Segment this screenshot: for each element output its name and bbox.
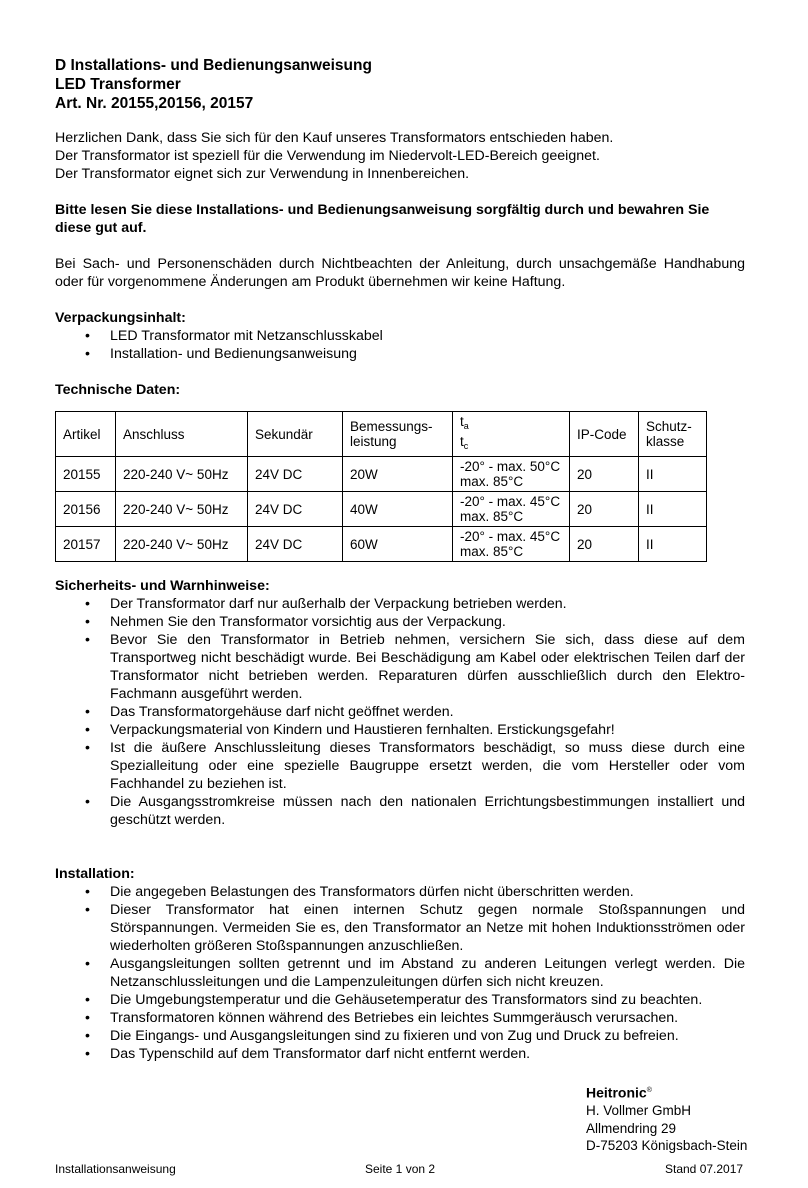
list-item: • Dieser Transformator hat einen internen Schutz gegen normale Stoßspannungen und Störspannungen. Vermeiden Sie es, den Transformator an Netze mit hohen Induktionsströmen oder wiederholten größeren Stoßspannungen anzuschließen.: [55, 901, 745, 955]
list-item: • Die Eingangs- und Ausgangsleitungen sind zu fixieren und von Zug und Druck zu befreien.: [55, 1027, 745, 1045]
document-body: [55, 56, 745, 1063]
cell-temp-line-1: -20° - max. 50°C: [460, 459, 561, 474]
table-row: [56, 457, 707, 492]
ta-subscript: a: [463, 421, 469, 431]
col-schutzklasse: [639, 412, 707, 457]
cell-anschluss: 220-240 V~ 50Hz: [116, 527, 248, 562]
cell-sekundaer: 24V DC: [248, 457, 343, 492]
list-item: • Ist die äußere Anschlussleitung dieses Transformators beschädigt, so muss diese durch eine Spezialleitung oder eine spezielle Baugruppe ersetzt werden, die vom Hersteller oder vom Fachhandel zu beziehen ist.: [55, 739, 745, 793]
footer-left: Installationsanweisung: [55, 1162, 176, 1176]
intro-line-2: Der Transformator ist speziell für die Verwendung im Niedervolt-LED-Bereich geeignet.: [55, 148, 600, 164]
cell-ip: 20: [570, 492, 639, 527]
cell-temp-line-2: max. 85°C: [460, 544, 524, 559]
cell-artikel: 20156: [56, 492, 116, 527]
packaging-heading: Verpackungsinhalt:: [55, 310, 186, 326]
list-item: • Nehmen Sie den Transformator vorsichtig aus der Verpackung.: [55, 613, 745, 631]
cell-temp-line-1: -20° - max. 45°C: [460, 494, 561, 509]
company-brand: Heitronic: [586, 1084, 647, 1101]
list-item: • LED Transformator mit Netzanschlusskabel: [55, 327, 745, 345]
cell-temp-line-2: max. 85°C: [460, 509, 524, 524]
cell-sekundaer: 24V DC: [248, 492, 343, 527]
list-item: • Der Transformator darf nur außerhalb der Verpackung betrieben werden.: [55, 595, 745, 613]
cell-klasse: II: [639, 457, 707, 492]
tc-label: t: [460, 434, 464, 449]
intro-paragraph: [55, 129, 745, 183]
cell-temperature: [453, 527, 570, 562]
cell-leistung: 20W: [343, 457, 453, 492]
liability-paragraph: Bei Sach- und Personenschäden durch Nichtbeachten der Anleitung, durch unsachgemäße Handhabung oder für vorgenommene Änderungen am Produkt übernehmen wir keine Haftung.: [55, 256, 745, 290]
col-ipcode: IP-Code: [570, 412, 639, 457]
col-artikel: Artikel: [56, 412, 116, 457]
list-item: • Die angegeben Belastungen des Transformators dürfen nicht überschritten werden.: [55, 883, 745, 901]
footer-page-number: Seite 1 von 2: [365, 1162, 436, 1176]
tech-data-table: [55, 411, 707, 562]
list-item: • Verpackungsmaterial von Kindern und Haustieren fernhalten. Erstickungsgefahr!: [55, 721, 745, 739]
list-item: • Das Typenschild auf dem Transformator darf nicht entfernt werden.: [55, 1045, 745, 1063]
list-item: • Die Ausgangsstromkreise müssen nach den nationalen Errichtungsbestimmungen installiert und geschützt werden.: [55, 793, 745, 829]
title-line-1: D Installations- und Bedienungsanweisung: [55, 57, 372, 74]
tech-heading: Technische Daten:: [55, 382, 181, 398]
cell-artikel: 20157: [56, 527, 116, 562]
col-leistung-line-2: leistung: [350, 434, 397, 449]
ta-label: t: [460, 414, 464, 429]
cell-ip: 20: [570, 527, 639, 562]
col-leistung: [343, 412, 453, 457]
company-city: D-75203 Königsbach-Stein: [586, 1138, 748, 1153]
intro-line-3: Der Transformator eignet sich zur Verwendung in Innenbereichen.: [55, 166, 470, 182]
title-line-2: LED Transformer: [55, 76, 181, 93]
intro-line-1: Herzlichen Dank, dass Sie sich für den Kauf unseres Transformators entschieden haben.: [55, 130, 614, 146]
cell-anschluss: 220-240 V~ 50Hz: [116, 457, 248, 492]
cell-leistung: 40W: [343, 492, 453, 527]
table-row: [56, 527, 707, 562]
list-item: • Bevor Sie den Transformator in Betrieb nehmen, versichern Sie sich, dass diese auf dem Transportweg nicht beschädigt wurde. Bei Beschädigung am Kabel oder elektrischen Teilen darf der Transformator nicht betrieben werden. Reparaturen dürfen ausschließlich durch den Elektro-Fachmann ausgeführt werden.: [55, 631, 745, 703]
table-header-row: [56, 412, 707, 457]
installation-heading: Installation:: [55, 866, 135, 882]
footer-date: Stand 07.2017: [665, 1162, 744, 1176]
company-address: [586, 1082, 747, 1155]
safety-list: [55, 595, 745, 829]
col-schutz-line-1: Schutz-: [646, 419, 692, 434]
list-item: • Transformatoren können während des Betriebes ein leichtes Summgeräusch verursachen.: [55, 1009, 745, 1027]
read-instructions-notice: Bitte lesen Sie diese Installations- und Bedienungsanweisung sorgfältig durch und bewahren Sie diese gut auf.: [55, 202, 710, 236]
cell-artikel: 20155: [56, 457, 116, 492]
list-item: • Installation- und Bedienungsanweisung: [55, 345, 745, 363]
cell-klasse: II: [639, 492, 707, 527]
cell-temperature: [453, 457, 570, 492]
cell-temperature: [453, 492, 570, 527]
cell-ip: 20: [570, 457, 639, 492]
cell-temp-line-1: -20° - max. 45°C: [460, 529, 561, 544]
col-temperature: [453, 412, 570, 457]
company-street: Allmendring 29: [586, 1120, 677, 1136]
registered-mark: ®: [646, 1087, 652, 1094]
col-sekundaer: Sekundär: [248, 412, 343, 457]
col-leistung-line-1: Bemessungs-: [350, 419, 433, 434]
col-anschluss: Anschluss: [116, 412, 248, 457]
company-name: H. Vollmer GmbH: [586, 1103, 692, 1118]
cell-leistung: 60W: [343, 527, 453, 562]
cell-anschluss: 220-240 V~ 50Hz: [116, 492, 248, 527]
cell-sekundaer: 24V DC: [248, 527, 343, 562]
safety-heading: Sicherheits- und Warnhinweise:: [55, 578, 270, 594]
tc-subscript: c: [463, 441, 469, 451]
col-schutz-line-2: klasse: [646, 434, 685, 449]
table-row: [56, 492, 707, 527]
packaging-list: [55, 327, 745, 363]
page-title: [55, 56, 745, 113]
list-item: • Das Transformatorgehäuse darf nicht geöffnet werden.: [55, 703, 745, 721]
cell-klasse: II: [639, 527, 707, 562]
list-item: • Die Umgebungstemperatur und die Gehäusetemperatur des Transformators sind zu beachten.: [55, 991, 745, 1009]
list-item: • Ausgangsleitungen sollten getrennt und im Abstand zu anderen Leitungen verlegt werden. Die Netzanschlussleitungen und die Lampenzuleitungen dürfen sich nicht kreuzen.: [55, 955, 745, 991]
title-line-3: Art. Nr. 20155,20156, 20157: [55, 95, 254, 112]
cell-temp-line-2: max. 85°C: [460, 474, 524, 489]
installation-list: [55, 883, 745, 1063]
